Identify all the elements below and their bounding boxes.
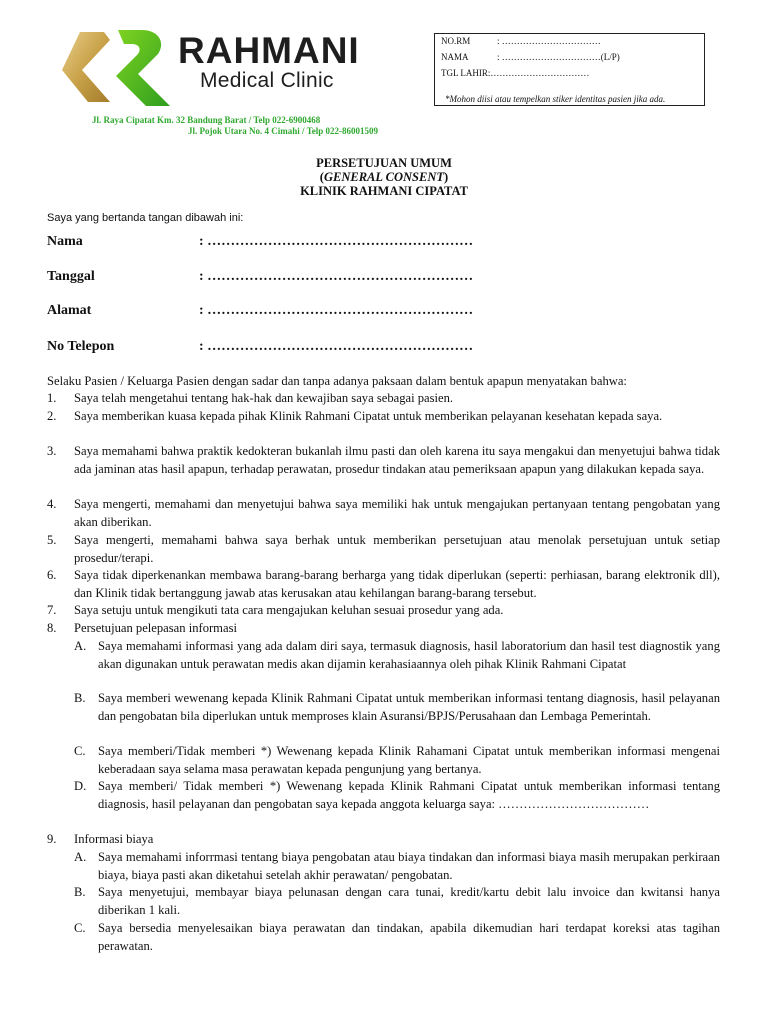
item-number: 8.: [47, 621, 57, 635]
patient-id-box: [434, 33, 705, 106]
clinic-logo: [58, 26, 388, 110]
sub-item: Saya memberi/ Tidak memberi *) Wewenang kepada Klinik Rahmani Cipatat untuk memberikan informasi tentang diagnosis, hasil pelayanan dan pengobatan saya kepada anggota keluarga saya: ………………………………: [98, 779, 720, 811]
tanggal-label: Tanggal: [47, 269, 95, 284]
sub-item-letter: A.: [74, 850, 87, 864]
sub-item-letter: D.: [74, 779, 87, 793]
nama-input[interactable]: : …………………………………………………: [199, 234, 474, 249]
list-item: Saya tidak diperkenankan membawa barang-barang berharga yang tidak diperlukan (seperti: perhiasan, barang elektronik dll), dan Klinik tidak bertanggung jawab atas kerusakan atau kehilangan barang-barang tersebut.: [74, 568, 720, 600]
form-title: PERSETUJUAN UMUM: [316, 156, 452, 170]
tgl-lahir-field[interactable]: TGL LAHIR:……………………………: [441, 68, 590, 78]
form-clinic-title: KLINIK RAHMANI CIPATAT: [300, 184, 468, 198]
sub-item-letter: C.: [74, 744, 86, 758]
sub-item: Saya memberi wewenang kepada Klinik Rahmani Cipatat untuk memberikan informasi tentang diagnosis, hasil pelayanan dan pengobatan bila diperlukan untuk memproses klain Asuransi/BPJS/Perusahaan dan Lembaga Pemerintah.: [98, 691, 720, 723]
sub-item: Saya menyetujui, membayar biaya pelunasan dengan cara tunai, kredit/kartu debit lalu invoice dan kwitansi hanya diberikan 1 kali.: [98, 885, 720, 917]
intro-text: Saya yang bertanda tangan dibawah ini:: [47, 212, 244, 224]
nama-label: Nama: [47, 234, 83, 249]
form-subtitle: (GENERAL CONSENT): [319, 170, 449, 184]
item-number: 1.: [47, 391, 57, 405]
sub-item: Saya memahami informasi yang ada dalam diri saya, termasuk diagnosis, hasil laboratorium dan hasil test diagnostik yang akan digunakan untuk perawatan medis akan dijamin kerahasiaannya oleh pihak Klinik Rahmani Cipatat: [98, 639, 720, 671]
nama-label: NAMA: [441, 52, 469, 62]
sub-item-letter: A.: [74, 639, 87, 653]
item-number: 9.: [47, 832, 57, 846]
alamat-field-row: [47, 303, 473, 319]
no-rm-field[interactable]: : ……………………………: [497, 36, 601, 46]
patient-box-note: *Mohon diisi atau tempelkan stiker identitas pasien jika ada.: [445, 94, 666, 104]
list-item: Saya telah mengetahui tentang hak-hak dan kewajiban saya sebagai pasien.: [74, 391, 454, 405]
sub-item-letter: B.: [74, 691, 86, 705]
sub-item-letter: C.: [74, 921, 86, 935]
list-item: Saya mengerti, memahami bahwa saya berhak untuk memberikan persetujuan atau menolak persetujuan untuk setiap prosedur/terapi.: [74, 533, 720, 565]
sub-item-letter: B.: [74, 885, 86, 899]
clinic-name: RAHMANI: [178, 30, 360, 71]
list-item: Saya memahami bahwa praktik kedokteran bukanlah ilmu pasti dan oleh karena itu saya mengakui dan menyetujui bahwa tidak ada jaminan atas hasil apapun, terhadap perawatan, prosedur tindakan atau pemeriksaan apapun yang dilakukan kepada saya.: [74, 444, 720, 476]
telepon-field-row: [47, 339, 473, 355]
telepon-label: No Telepon: [47, 339, 115, 354]
sub-item: Saya bersedia menyelesaikan biaya perawatan dan tindakan, apabila dikemudian hari terdapat koreksi atas tagihan perawatan.: [98, 921, 720, 953]
item-number: 3.: [47, 444, 57, 458]
list-item: Persetujuan pelepasan informasi: [74, 621, 237, 635]
item-number: 7.: [47, 603, 57, 617]
item-number: 2.: [47, 409, 57, 423]
item-number: 4.: [47, 497, 57, 511]
logo-mark-icon: [58, 26, 178, 110]
item-number: 5.: [47, 533, 57, 547]
item-number: 6.: [47, 568, 57, 582]
sub-item: Saya memahami inforrmasi tentang biaya pengobatan atau biaya tindakan dan informasi biaya masih merupakan perkiraan biaya, biaya pasti akan diketahui setelah akhir perawatan/ pengobatan.: [98, 850, 720, 882]
nama-row: [441, 52, 620, 62]
alamat-input[interactable]: : …………………………………………………: [199, 303, 474, 318]
no-rm-row: [441, 36, 601, 46]
list-item: Saya mengerti, memahami dan menyetujui bahwa saya memiliki hak untuk mengajukan pertanyaan tentang pengobatan yang akan diberikan.: [74, 497, 720, 529]
list-item: Informasi biaya: [74, 832, 154, 846]
clinic-subtitle: Medical Clinic: [200, 69, 334, 92]
nama-field[interactable]: : ……………………………(L/P): [497, 52, 620, 62]
alamat-label: Alamat: [47, 303, 92, 318]
nama-field-row: [47, 234, 473, 250]
sub-item: Saya memberi/Tidak memberi *) Wewenang kepada Klinik Rahamani Cipatat untuk memberikan informasi mengenai keberadaan saya selama masa perawatan kepada pengunjung yang bertanya.: [98, 744, 720, 776]
tanggal-input[interactable]: : …………………………………………………: [199, 269, 474, 284]
telepon-input[interactable]: : …………………………………………………: [199, 339, 474, 354]
clinic-address-2: Jl. Pojok Utara No. 4 Cimahi / Telp 022-86001509: [188, 126, 379, 136]
lead-statement: Selaku Pasien / Keluarga Pasien dengan sadar dan tanpa adanya paksaan dalam bentuk apapun menyatakan bahwa:: [47, 374, 627, 388]
tanggal-field-row: [47, 269, 473, 285]
list-item: Saya setuju untuk mengikuti tata cara mengajukan keluhan sesuai prosedur yang ada.: [74, 603, 504, 617]
list-item: Saya memberikan kuasa kepada pihak Klinik Rahmani Cipatat untuk memberikan pelayanan kesehatan kepada saya.: [74, 409, 663, 423]
no-rm-label: NO.RM: [441, 36, 471, 46]
clinic-address-1: Jl. Raya Cipatat Km. 32 Bandung Barat / Telp 022-6900468: [92, 115, 321, 125]
